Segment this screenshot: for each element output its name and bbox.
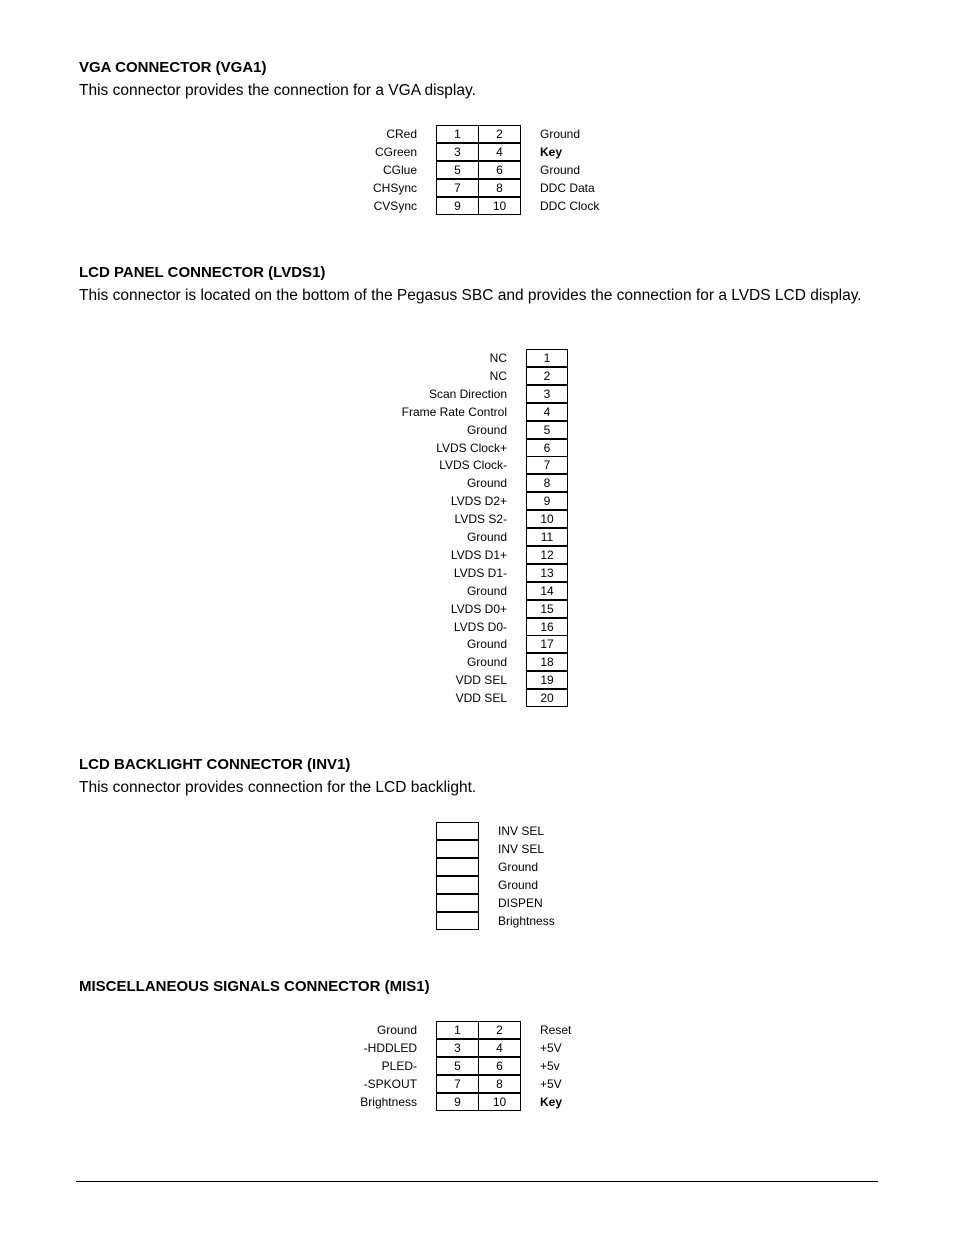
pin-label: LVDS D1+ <box>450 547 507 562</box>
pin-label: Ground <box>498 860 539 874</box>
pin-number: 7 <box>436 179 479 197</box>
pin-label: LVDS Clock+ <box>436 440 507 455</box>
pin-label: NC <box>489 351 507 365</box>
pin-label-right: Reset <box>540 1023 572 1037</box>
pin-label-left: CGreen <box>374 145 417 159</box>
pin-label: LVDS D1- <box>453 565 507 580</box>
pin-label-left: -SPKOUT <box>363 1077 417 1091</box>
footer-rule <box>76 1181 878 1182</box>
pin-number: 10 <box>526 510 568 528</box>
pin-label-right: Key <box>540 1095 563 1109</box>
pin-cell <box>436 912 479 930</box>
pin-label-right: DDC Clock <box>540 199 600 213</box>
pin-number: 8 <box>526 474 568 492</box>
pin-number: 4 <box>478 1039 521 1057</box>
pin-number: 13 <box>526 564 568 582</box>
pin-label: LVDS Clock- <box>439 458 507 473</box>
pin-number: 3 <box>436 143 479 161</box>
pin-number: 6 <box>478 161 521 179</box>
pin-label: LVDS D2+ <box>450 494 507 509</box>
pin-number: 5 <box>436 1057 479 1075</box>
pin-label-right: Ground <box>540 127 581 141</box>
pin-number: 7 <box>436 1075 479 1093</box>
pin-label: Brightness <box>498 914 555 928</box>
pin-label: Scan Direction <box>428 386 507 401</box>
pin-label-left: PLED- <box>381 1059 417 1073</box>
pin-label: Ground <box>466 422 507 437</box>
pin-number: 10 <box>478 197 521 215</box>
pin-number: 2 <box>478 125 521 143</box>
pin-label-right: Ground <box>540 163 581 177</box>
pin-number: 12 <box>526 546 568 564</box>
pin-cell <box>436 894 479 912</box>
pin-number: 5 <box>436 161 479 179</box>
pin-label: NC <box>489 368 507 383</box>
pin-number: 11 <box>526 528 568 546</box>
pin-label-left: CVSync <box>373 199 417 213</box>
pin-cell <box>436 858 479 876</box>
mis-title: MISCELLANEOUS SIGNALS CONNECTOR (MIS1) <box>79 978 430 995</box>
pin-label: Frame Rate Control <box>401 404 507 419</box>
pin-label-right: +5v <box>540 1059 560 1073</box>
pin-label-left: CGlue <box>382 163 417 177</box>
pin-number: 15 <box>526 600 568 618</box>
pin-number: 8 <box>478 1075 521 1093</box>
pin-label: Ground <box>466 637 507 652</box>
pin-number: 2 <box>526 367 568 385</box>
pin-label: Ground <box>498 878 539 892</box>
pin-cell <box>436 876 479 894</box>
pin-number: 2 <box>478 1021 521 1039</box>
pin-number: 4 <box>526 403 568 421</box>
pin-label: VDD SEL <box>455 691 507 706</box>
pin-label: INV SEL <box>498 824 545 838</box>
pin-label: DISPEN <box>498 896 543 910</box>
pin-number: 8 <box>478 179 521 197</box>
pin-number: 3 <box>436 1039 479 1057</box>
pin-number: 7 <box>526 456 568 474</box>
pin-number: 19 <box>526 671 568 689</box>
pin-label-left: Brightness <box>360 1095 417 1109</box>
pin-label: Ground <box>466 655 507 670</box>
inv-description: This connector provides connection for the LCD backlight. <box>79 779 477 796</box>
pin-number: 5 <box>526 421 568 439</box>
lvds-description: This connector is located on the bottom of the Pegasus SBC and provides the connection for a LVDS LCD display. <box>79 287 862 304</box>
pin-number: 1 <box>436 125 479 143</box>
pin-number: 6 <box>478 1057 521 1075</box>
pin-number: 14 <box>526 582 568 600</box>
pin-label: Ground <box>466 583 507 598</box>
pin-label-left: Ground <box>376 1023 417 1037</box>
pin-label-right: DDC Data <box>540 181 595 195</box>
pin-label: LVDS S2- <box>454 512 507 527</box>
pin-number: 10 <box>478 1093 521 1111</box>
pin-label-left: CHSync <box>372 181 417 195</box>
pin-number: 9 <box>526 492 568 510</box>
pin-label: LVDS D0+ <box>450 601 507 616</box>
pin-label: LVDS D0- <box>453 619 507 634</box>
pin-label-left: CRed <box>386 127 417 141</box>
pin-number: 6 <box>526 439 568 457</box>
pin-cell <box>436 840 479 858</box>
pin-number: 1 <box>526 349 568 367</box>
pin-number: 17 <box>526 635 568 653</box>
pin-label-right: +5V <box>540 1041 562 1055</box>
pin-label: INV SEL <box>498 842 545 856</box>
pin-number: 18 <box>526 653 568 671</box>
inv-title: LCD BACKLIGHT CONNECTOR (INV1) <box>79 756 351 773</box>
pin-number: 9 <box>436 1093 479 1111</box>
pin-label: VDD SEL <box>455 673 507 688</box>
pin-label: Ground <box>466 530 507 544</box>
pin-number: 4 <box>478 143 521 161</box>
pin-label-right: Key <box>540 145 563 159</box>
vga-title: VGA CONNECTOR (VGA1) <box>79 59 267 76</box>
vga-description: This connector provides the connection for a VGA display. <box>79 82 476 99</box>
pin-number: 3 <box>526 385 568 403</box>
pin-label-left: -HDDLED <box>363 1041 417 1055</box>
pin-number: 9 <box>436 197 479 215</box>
pin-cell <box>436 822 479 840</box>
pin-number: 20 <box>526 689 568 707</box>
pin-label-right: +5V <box>540 1077 562 1091</box>
lvds-title: LCD PANEL CONNECTOR (LVDS1) <box>79 264 326 281</box>
pin-number: 1 <box>436 1021 479 1039</box>
pin-label: Ground <box>466 476 507 491</box>
pin-number: 16 <box>526 618 568 636</box>
